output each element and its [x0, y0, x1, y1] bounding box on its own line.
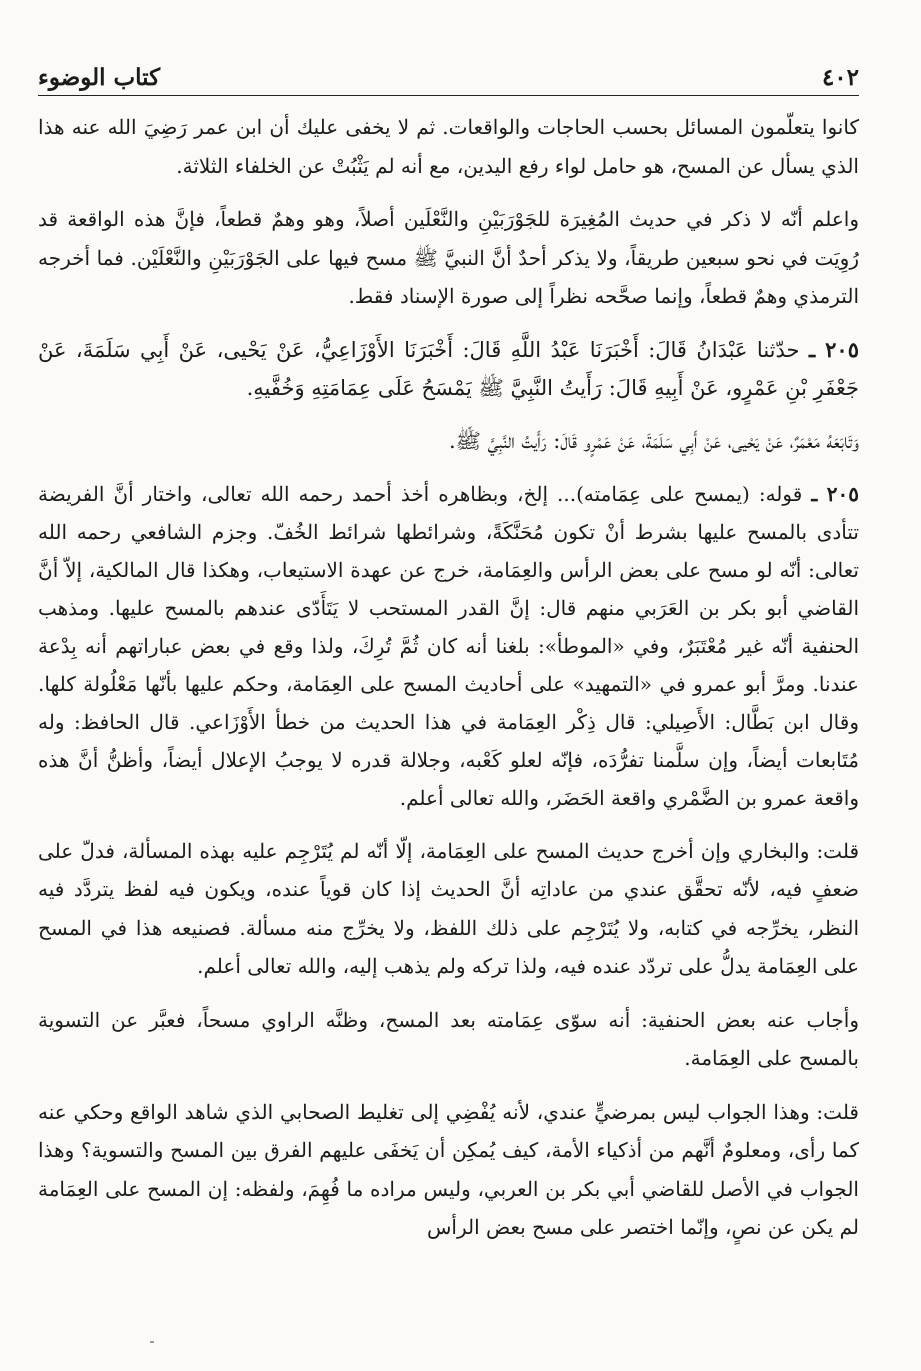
hadith-text: حدّثنا عَبْدَانُ قَالَ: أَخْبَرَنَا عَبْدُ اللَّهِ قَالَ: أَخْبَرَنَا الأَوْزَاعِيُّ، عَنْ يَحْيى، عَنْ أَبِي سَلَمَةَ، عَنْ جَعْفَرِ بْنِ عَمْرٍو، عَنْ أَبِيهِ قَالَ: رَأَيتُ النَّبِيَّ ﷺ يَمْسَحُ عَلَى عِمَامَتِهِ وَخُفَّيهِ. [38, 337, 859, 400]
footer-mark [150, 1341, 154, 1343]
paragraph-1: كانوا يتعلّمون المسائل بحسب الحاجات والواقعات. ثم لا يخفى عليك أن ابن عمر رَضِيَ الله عنه هذا الذي يسأل عن المسح، هو حامل لواء رفع اليدين، مع أنه لم يَثْبُتْ عن الخلفاء الثلاثة. [38, 115, 859, 178]
paragraph-bukhari: قلت: والبخاري وإن أخرج حديث المسح على العِمَامة، إلّا أنّه لم يُتَرْجِم عليه بهذه المسألة، فدلّ على ضعفٍ فيه، لأنّه تحقَّق عندي من عاداتِه أنَّ الحديث إذا كان قوياً عنده، ويكون فيه لفظ يتردَّد فيه النظر، يخرِّجه في كتابه، ولا يُتَرْجِم على ذلك اللفظ، ولا يخرِّج منه مسألة. فصنيعه هذا في المسح على العِمَامة يدلُّ على تردّد عنده فيه، ولذا تركه ولم يذهب إليه، والله تعالى أعلم. [38, 838, 859, 978]
paragraph-hanafi-answer: وأجاب عنه بعض الحنفية: أنه سوّى عِمَامته بعد المسح، وظنَّه الراوي مسحاً، فعبَّر عن التسوية بالمسح على العِمَامة. [38, 1007, 859, 1070]
hadith-number: ٢٠٥ ـ [808, 336, 859, 362]
page-body [38, 108, 859, 1262]
commentary-number: ٢٠٥ ـ [811, 481, 860, 506]
commentary-205 [38, 475, 859, 817]
page-number: ٤٠٢ [821, 64, 859, 91]
page-header [38, 52, 859, 96]
hadith-mutaba: وَتَابَعَهُ مَعْمَرٌ، عَنْ يَحْيى، عَنْ أَبِي سَلَمَةَ، عَنْ عَمْرٍو قَالَ: رَأَيتُ النَّبِيَّ ﷺ. [448, 428, 859, 453]
paragraph-2: واعلم أنّه لا ذكر في حديث المُغِيرَة للجَوْرَبَيْنِ والنَّعْلَين أصلاً، وهو وهمٌ قطعاً، فإنَّ هذه الواقعة قد رُوِيَت في نحو سبعين طريقاً، ولا يذكر أحدٌ أنَّ النبيَّ ﷺ مسح فيها على الجَوْرَبَيْنِ والنَّعْلَيْن. فما أخرجه الترمذي وهمٌ قطعاً، وإنما صحَّحه نظراً إلى صورة الإسناد فقط. [38, 207, 859, 308]
paragraph-response: قلت: وهذا الجواب ليس بمرضيٍّ عندي، لأنه يُفْضِي إلى تغليط الصحابي الذي شاهد الواقع وحكي عنه كما رأى، ومعلومٌ أنَّهم من أذكياء الأمة، كيف يُمكِن أن يَخفَى عليهم الفرق بين المسح والتسوية؟ وهذا الجواب في الأصل للقاضي أبي بكر بن العربي، وليس مراده ما فُهِمَ، ولفظه: إن المسح على العِمَامة لم يكن عن نصٍ، وإنّما اختصر على مسح بعض الرأس [38, 1099, 859, 1239]
hadith-205 [38, 331, 859, 407]
running-title: كتاب الوضوء [38, 64, 161, 91]
commentary-text: قوله: (يمسح على عِمَامته)... إلخ، وبظاهره أخذ أحمد رحمه الله تعالى، واختار أنَّ الفريضة تتأدى بالمسح عليها بشرط أنْ تكون مُحَنَّكَةً، وشرائطها شرائط الخُفّ. وجزم الشافعي رحمه الله تعالى: أنّه لو مسح على بعض الرأس والعِمَامة، خرج عن عهدة الاستيعاب، وهكذا قال المالكية، إلاّ أنَّ القاضي أبو بكر بن العَرَبي منهم قال: إنَّ القدر المستحب لا يَتَأَدّى عندهم بالمسح عليها. ومذهب الحنفية أنّه غير مُعْتَبَرٌ، وفي «الموطأ»: بلغنا أنه كان ثُمَّ تُرِكَ، ولذا وقع في بعض عباراتهم أنه بِدْعة عندنا. ومرَّ أبو عمرو في «التمهيد» على أحاديث المسح على العِمَامة، وحكم عليها بأنّها مَعْلُولة كلها. وقال ابن بَطَّال: الأَصِيلي: قال ذِكْر العِمَامة في هذا الحديث من خطأ الأَوْزَاعي. قال الحافظ: وله مُتَابعات أيضاً، وإن سلَّمنا تفرُّدَه، فإنّه لعلو كَعْبه، وجلالة قدره لا يوجبُ الإعلال أيضاً، وأظنُّ أنَّ هذه واقعة عمرو بن الضَّمْري واقعة الحَضَر، والله تعالى أعلم. [38, 481, 859, 810]
